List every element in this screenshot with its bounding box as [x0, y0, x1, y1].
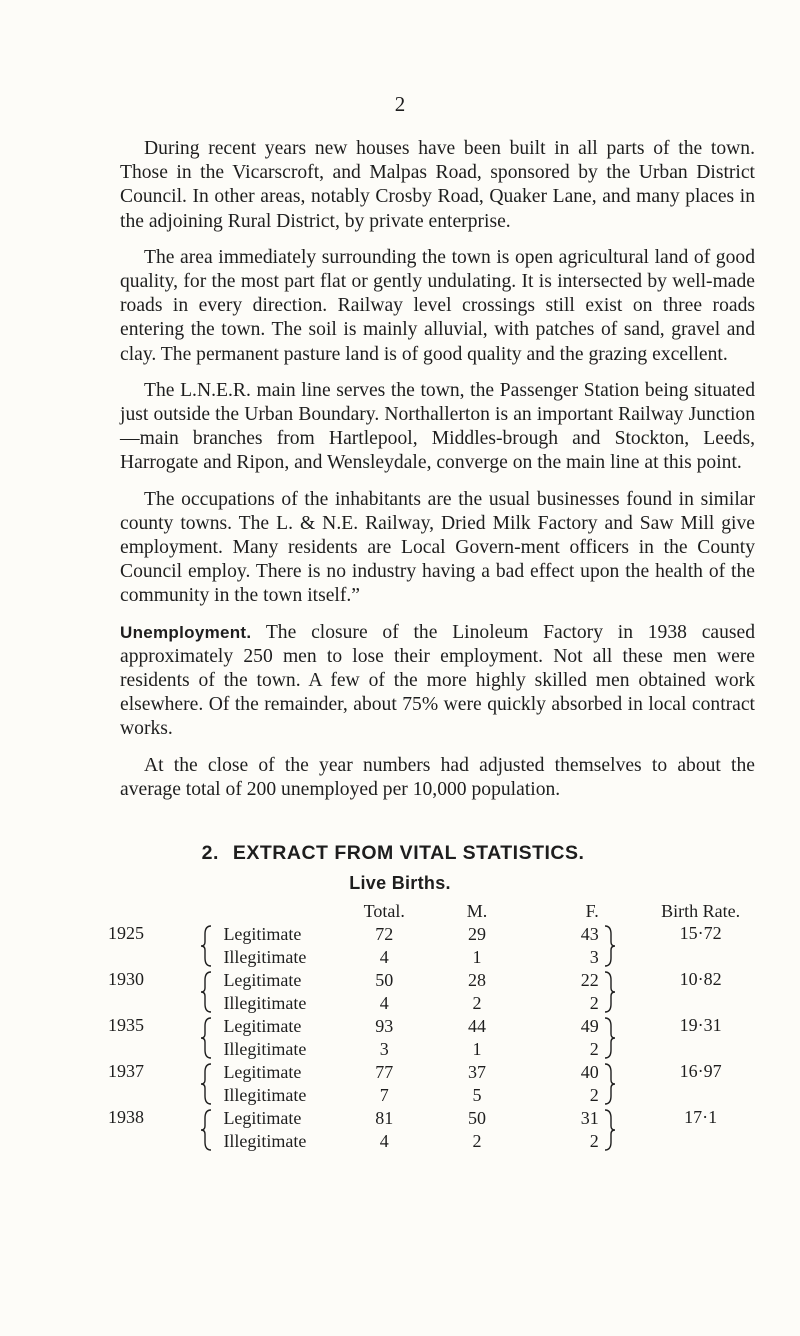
legitimate-male: 37	[467, 1062, 486, 1082]
left-brace-icon	[199, 1062, 213, 1106]
legitimate-male: 44	[467, 1016, 486, 1036]
legitimate-total: 72	[375, 924, 394, 944]
live-births-title: Live Births.	[349, 873, 451, 893]
row-year: 1930	[108, 969, 144, 989]
row-brace	[199, 923, 224, 969]
legitimate-label: Legitimate	[223, 1108, 302, 1128]
section-heading	[0, 842, 800, 865]
illegitimate-male: 1	[472, 1039, 482, 1059]
table-row	[108, 1107, 778, 1130]
illegitimate-male: 2	[472, 1131, 482, 1151]
row-female-brace	[603, 1015, 624, 1061]
row-year: 1935	[108, 1015, 144, 1035]
row-female-brace	[603, 969, 624, 1015]
page-number: 2	[394, 92, 406, 116]
illegitimate-total: 4	[379, 993, 389, 1013]
right-brace-icon	[603, 970, 617, 1014]
legitimate-male: 28	[467, 970, 486, 990]
illegitimate-female: 3	[589, 947, 599, 967]
live-births-table	[108, 900, 778, 1153]
paragraph-new-houses: During recent years new houses have been built in all parts of the town. Those in the Vicarscroft, and Malpas Road, sponsored by the Urban District Council. In other areas, notably Crosby Road, Quaker Lane, and many places in the adjoining Rural District, by private enterprise.	[120, 138, 755, 232]
illegitimate-female: 2	[589, 1039, 599, 1059]
right-brace-icon	[603, 1108, 617, 1152]
illegitimate-label: Illegitimate	[223, 947, 307, 967]
right-brace-icon	[603, 1062, 617, 1106]
illegitimate-label: Illegitimate	[223, 1085, 307, 1105]
legitimate-total: 93	[375, 1016, 394, 1036]
left-brace-icon	[199, 1108, 213, 1152]
body-text	[120, 137, 755, 814]
birth-rate: 19·31	[679, 1015, 722, 1035]
illegitimate-label: Illegitimate	[223, 1131, 307, 1151]
section-number: 2.	[201, 842, 219, 864]
illegitimate-female: 2	[589, 993, 599, 1013]
column-total: Total.	[363, 901, 405, 921]
legitimate-label: Legitimate	[223, 924, 302, 944]
legitimate-total: 77	[375, 1062, 394, 1082]
legitimate-female: 43	[580, 924, 599, 944]
illegitimate-total: 4	[379, 947, 389, 967]
row-female-brace	[603, 1061, 624, 1107]
legitimate-female: 22	[580, 970, 599, 990]
unemployment-heading: Unemployment.	[120, 622, 252, 642]
table-row	[108, 969, 778, 992]
left-brace-icon	[199, 1016, 213, 1060]
illegitimate-female: 2	[589, 1131, 599, 1151]
legitimate-male: 29	[467, 924, 486, 944]
left-brace-icon	[199, 970, 213, 1014]
legitimate-label: Legitimate	[223, 970, 302, 990]
legitimate-total: 50	[375, 970, 394, 990]
illegitimate-total: 4	[379, 1131, 389, 1151]
left-brace-icon	[199, 924, 213, 968]
row-female-brace	[603, 1107, 624, 1153]
birth-rate: 17·1	[684, 1107, 718, 1127]
table-row	[108, 923, 778, 946]
section-title: EXTRACT FROM VITAL STATISTICS.	[232, 842, 585, 864]
row-year: 1938	[108, 1107, 144, 1127]
row-brace	[199, 1061, 224, 1107]
illegitimate-total: 7	[379, 1085, 389, 1105]
paragraph-occupations: The occupations of the inhabitants are the usual businesses found in similar county towns. The L. & N.E. Railway, Dried Milk Factory and Saw Mill give employment. Many residents are Local Govern-ment officers in the County Council employ. There is no industry having a bad effect upon the health of the community in the town itself.”	[120, 488, 755, 607]
table-row	[108, 1061, 778, 1084]
legitimate-total: 81	[375, 1108, 394, 1128]
illegitimate-label: Illegitimate	[223, 1039, 307, 1059]
column-male: M.	[466, 901, 488, 921]
legitimate-female: 49	[580, 1016, 599, 1036]
legitimate-male: 50	[467, 1108, 486, 1128]
row-female-brace	[603, 923, 624, 969]
row-brace	[199, 1015, 224, 1061]
row-year: 1925	[108, 923, 144, 943]
legitimate-female: 31	[580, 1108, 599, 1128]
illegitimate-total: 3	[379, 1039, 389, 1059]
paragraph-unemployment	[120, 621, 755, 742]
birth-rate: 15·72	[679, 923, 722, 943]
legitimate-female: 40	[580, 1062, 599, 1082]
paragraph-surrounding-area: The area immediately surrounding the town is open agricultural land of good quality, for the most part flat or gently undulating. It is intersected by well-made roads in every direction. Railway level crossings still exist on three roads entering the town. The soil is mainly alluvial, with patches of sand, gravel and clay. The permanent pasture land is of good quality and the grazing excellent.	[120, 246, 755, 365]
row-brace	[199, 1107, 224, 1153]
illegitimate-male: 5	[472, 1085, 482, 1105]
right-brace-icon	[603, 924, 617, 968]
row-year: 1937	[108, 1061, 144, 1081]
legitimate-label: Legitimate	[223, 1062, 302, 1082]
birth-rate: 16·97	[679, 1061, 722, 1081]
column-female: F.	[585, 901, 599, 921]
illegitimate-male: 1	[472, 947, 482, 967]
right-brace-icon	[603, 1016, 617, 1060]
illegitimate-label: Illegitimate	[223, 993, 307, 1013]
table-row	[108, 1015, 778, 1038]
paragraph-closing: At the close of the year numbers had adjusted themselves to about the average total of 200 unemployed per 10,000 population.	[120, 754, 755, 800]
unemployment-text: The closure of the Linoleum Factory in 1938 caused approximately 250 men to lose their employment. Not all these men were residents of the town. A few of the more highly skilled men obtained work elsewhere. Of the remainder, about 75% were quickly absorbed in local contract works.	[120, 621, 756, 740]
birth-rate: 10·82	[679, 969, 722, 989]
table-header-row	[108, 900, 778, 923]
column-birth-rate: Birth Rate.	[661, 901, 741, 921]
illegitimate-female: 2	[589, 1085, 599, 1105]
paragraph-railway: The L.N.E.R. main line serves the town, the Passenger Station being situated just outside the Urban Boundary. Northallerton is an important Railway Junction—main branches from Hartlepool, Middles-brough and Stockton, Leeds, Harrogate and Ripon, and Wensleydale, converge on the main line at this point.	[120, 379, 755, 474]
legitimate-label: Legitimate	[223, 1016, 302, 1036]
illegitimate-male: 2	[472, 993, 482, 1013]
row-brace	[199, 969, 224, 1015]
